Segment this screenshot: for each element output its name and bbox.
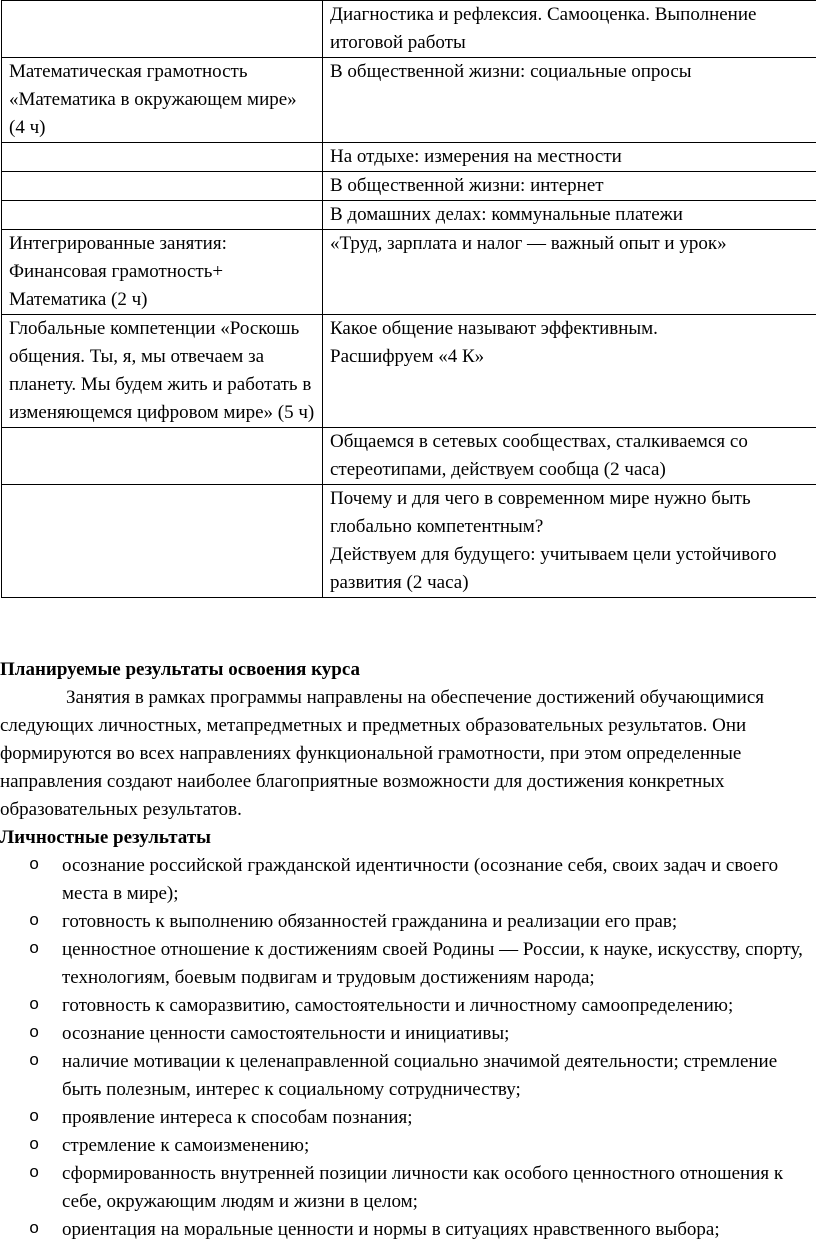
list-item-text: ориентация на моральные ценности и нормы в ситуациях нравственного выбора; <box>62 1219 720 1240</box>
table-cell-module <box>2 1 323 58</box>
table-cell-topic: В домашних делах: коммунальные платежи <box>323 201 816 230</box>
list-item <box>0 1048 816 1104</box>
table-cell-module: Математическая грамотность «Математика в окружающем мире» (4 ч) <box>2 58 323 143</box>
bullet-icon: o <box>29 1216 39 1244</box>
table-cell-module <box>2 201 323 230</box>
table-cell-topic: Общаемся в сетевых сообществах, сталкиваемся со стереотипами, действуем сообща (2 часа) <box>323 428 816 485</box>
table-cell-module <box>2 172 323 201</box>
list-item-text: стремление к самоизменению; <box>62 1135 309 1156</box>
table-cell-module <box>2 143 323 172</box>
list-item <box>0 1132 816 1160</box>
section-heading: Планируемые результаты освоения курса <box>0 656 816 684</box>
table-row <box>2 230 816 315</box>
list-item <box>0 852 816 908</box>
list-item <box>0 992 816 1020</box>
list-item-text: ценностное отношение к достижениям своей Родины — России, к науке, искусству, спорту, технологиям, боевым подвигам и трудовым достижениям народа; <box>62 939 803 988</box>
list-item-text: осознание российской гражданской идентичности (осознание себя, своих задач и своего места в мире); <box>62 855 778 904</box>
bullet-icon: o <box>29 992 39 1020</box>
table-cell-topic: «Труд, зарплата и налог — важный опыт и урок» <box>323 230 816 315</box>
personal-results-list <box>0 852 816 1244</box>
list-item <box>0 1104 816 1132</box>
table-cell-topic: В общественной жизни: социальные опросы <box>323 58 816 143</box>
bullet-icon: o <box>29 936 39 964</box>
bullet-icon: o <box>29 1160 39 1188</box>
table-row <box>2 143 816 172</box>
table-cell-topic: Какое общение называют эффективным. Расшифруем «4 К» <box>323 315 816 428</box>
intro-paragraph: Занятия в рамках программы направлены на обеспечение достижений обучающимися следующих личностных, метапредметных и предметных образовательных результатов. Они формируются во всех направлениях функциональной грамотности, при этом определенные направления создают наиболее благоприятные возможности для достижения конкретных образовательных результатов. <box>0 684 816 824</box>
table-row <box>2 315 816 428</box>
list-item-text: осознание ценности самостоятельности и инициативы; <box>62 1023 509 1044</box>
bullet-icon: o <box>29 908 39 936</box>
bullet-icon: o <box>29 1020 39 1048</box>
list-item-text: проявление интереса к способам познания; <box>62 1107 413 1128</box>
curriculum-table <box>1 0 816 598</box>
list-item <box>0 908 816 936</box>
bullet-icon: o <box>29 852 39 880</box>
list-item-text: готовность к выполнению обязанностей гражданина и реализации его прав; <box>62 911 677 932</box>
list-item <box>0 936 816 992</box>
table-row <box>2 485 816 598</box>
table-cell-topic: Диагностика и рефлексия. Самооценка. Выполнение итоговой работы <box>323 1 816 58</box>
table-cell-module <box>2 428 323 485</box>
table-row <box>2 201 816 230</box>
table-row <box>2 172 816 201</box>
table-cell-module: Глобальные компетенции «Роскошь общения. Ты, я, мы отвечаем за планету. Мы будем жить и работать в изменяющемся цифровом мире» (5 ч) <box>2 315 323 428</box>
table-cell-topic: В общественной жизни: интернет <box>323 172 816 201</box>
list-item <box>0 1216 816 1244</box>
bullet-icon: o <box>29 1104 39 1132</box>
table-cell-module: Интегрированные занятия: Финансовая грамотность+ Математика (2 ч) <box>2 230 323 315</box>
table-row <box>2 1 816 58</box>
personal-results-heading: Личностные результаты <box>0 824 816 852</box>
planned-results-section <box>0 656 816 1244</box>
list-item <box>0 1160 816 1216</box>
table-row <box>2 58 816 143</box>
list-item-text: сформированность внутренней позиции личности как особого ценностного отношения к себе, окружающим людям и жизни в целом; <box>62 1163 783 1212</box>
table-cell-topic: На отдыхе: измерения на местности <box>323 143 816 172</box>
bullet-icon: o <box>29 1048 39 1076</box>
table-row <box>2 428 816 485</box>
table-cell-topic: Почему и для чего в современном мире нужно быть глобально компетентным? Действуем для будущего: учитываем цели устойчивого развития (2 часа) <box>323 485 816 598</box>
list-item <box>0 1020 816 1048</box>
table-cell-module <box>2 485 323 598</box>
list-item-text: наличие мотивации к целенаправленной социально значимой деятельности; стремление быть полезным, интерес к социальному сотрудничеству; <box>62 1051 777 1100</box>
list-item-text: готовность к саморазвитию, самостоятельности и личностному самоопределению; <box>62 995 733 1016</box>
bullet-icon: o <box>29 1132 39 1160</box>
